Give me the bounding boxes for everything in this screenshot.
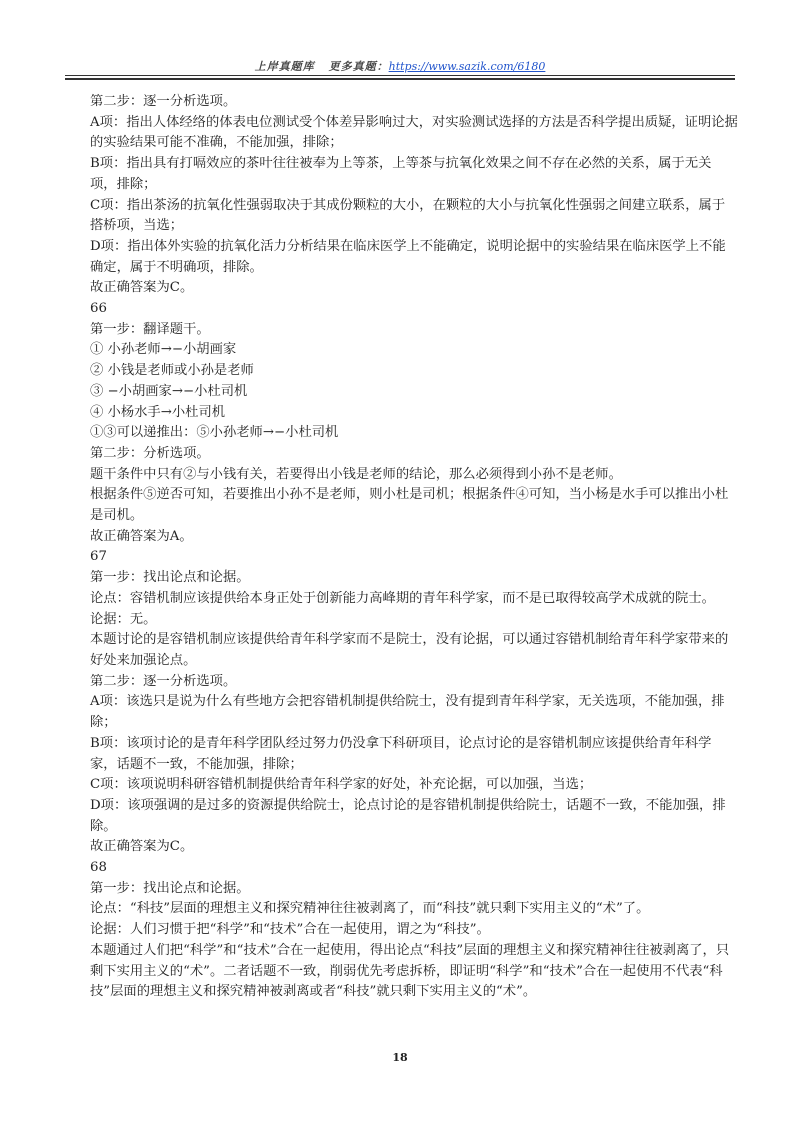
paragraph: ② 小钱是老师或小孙是老师 — [90, 363, 254, 379]
document-body — [90, 92, 738, 1003]
paragraph: D项：指出体外实验的抗氧化活力分析结果在临床医学上不能确定，说明论据中的实验结果在临床医学上不能确定，属于不明确项，排除。 — [90, 238, 726, 275]
paragraph: ④ 小杨水手→小杜司机 — [90, 404, 226, 420]
paragraph: D项：该项强调的是过多的资源提供给院士，论点讨论的是容错机制提供给院士，话题不一致，不能加强，排除。 — [90, 797, 726, 834]
paragraph: 论据：无。 — [90, 611, 157, 627]
paragraph: A项：指出人体经络的体表电位测试受个体差异影响过大，对实验测试选择的方法是否科学提出质疑，证明论据的实验结果可能不准确，不能加强，排除； — [90, 114, 738, 151]
paragraph: 第二步：逐一分析选项。 — [90, 94, 237, 109]
paragraph: 论点：“科技”层面的理想主义和探究精神往往被剥离了，而“科技”就只剩下实用主义的“术”了。 — [90, 901, 650, 917]
paragraph: 题干条件中只有②与小钱有关，若要得出小钱是老师的结论，那么必须得到小孙不是老师。 — [90, 466, 622, 482]
paragraph: 第一步：找出论点和论据。 — [90, 880, 250, 896]
paragraph: 第二步：逐一分析选项。 — [90, 673, 237, 689]
paragraph: B项：指出具有打嗝效应的茶叶往往被奉为上等茶，上等茶与抗氧化效果之间不存在必然的关系，属于无关项，排除； — [90, 156, 712, 192]
question-number: 68 — [90, 860, 107, 876]
paragraph: A项：该选只是说为什么有些地方会把容错机制提供给院士，没有提到青年科学家，无关选项，不能加强，排除； — [90, 694, 725, 731]
header-rule-thin — [65, 75, 735, 76]
paragraph: C项：指出茶汤的抗氧化性强弱取决于其成份颗粒的大小，在颗粒的大小与抗氧化性强弱之间建立联系，属于搭桥项，当选； — [90, 197, 726, 234]
question-number: 66 — [90, 301, 107, 317]
paragraph: ① 小孙老师→−小胡画家 — [90, 342, 237, 358]
paragraph: 第一步：翻译题干。 — [90, 321, 210, 337]
paragraph: ①③可以递推出：⑤小孙老师→−小杜司机 — [90, 425, 339, 441]
page-header — [0, 58, 800, 74]
paragraph: 故正确答案为A。 — [90, 528, 193, 544]
paragraph: 论据：人们习惯于把“科学”和“技术”合在一起使用，谓之为“科技”。 — [90, 922, 490, 938]
paragraph: 第二步：分析选项。 — [90, 445, 210, 461]
header-rule-thick — [65, 78, 735, 80]
paragraph: C项：该项说明科研容错机制提供给青年科学家的好处，补充论据，可以加强，当选； — [90, 777, 593, 793]
paragraph: 本题讨论的是容错机制应该提供给青年科学家而不是院士，没有论据，可以通过容错机制给青年科学家带来的好处来加强论点。 — [90, 632, 729, 668]
paragraph: 故正确答案为C。 — [90, 839, 194, 855]
paragraph: 论点：容错机制应该提供给本身正处于创新能力高峰期的青年科学家，而不是已取得较高学术成就的院士。 — [90, 590, 715, 606]
header-more-label: 更多真题： — [328, 60, 389, 73]
header-link[interactable]: https://www.sazik.com/6180 — [388, 60, 546, 73]
paragraph: 故正确答案为C。 — [90, 280, 194, 296]
header-brand: 上岸真题库 — [254, 60, 315, 73]
paragraph: 根据条件⑤逆否可知，若要推出小孙不是老师，则小杜是司机；根据条件④可知，当小杨是水手可以推出小杜是司机。 — [90, 487, 729, 524]
paragraph: ③ −小胡画家→−小杜司机 — [90, 383, 248, 399]
paragraph: 本题通过人们把“科学”和“技术”合在一起使用，得出论点“科技”层面的理想主义和探究精神往往被剥离了，只剩下实用主义的“术”。二者话题不一致，削弱优先考虑拆桥，即证明“科学”和“技术”合在一起使用不代表“科技”层面的理想主义和探究精神被剥离或者“科技”就只剩下实用主义的“术”。 — [90, 942, 730, 1000]
question-number: 67 — [90, 549, 107, 565]
paragraph: 第一步：找出论点和论据。 — [90, 570, 250, 586]
paragraph: B项：该项讨论的是青年科学团队经过努力仍没拿下科研项目，论点讨论的是容错机制应该提供给青年科学家，话题不一致，不能加强，排除； — [90, 735, 712, 772]
page-number: 18 — [392, 1051, 408, 1064]
